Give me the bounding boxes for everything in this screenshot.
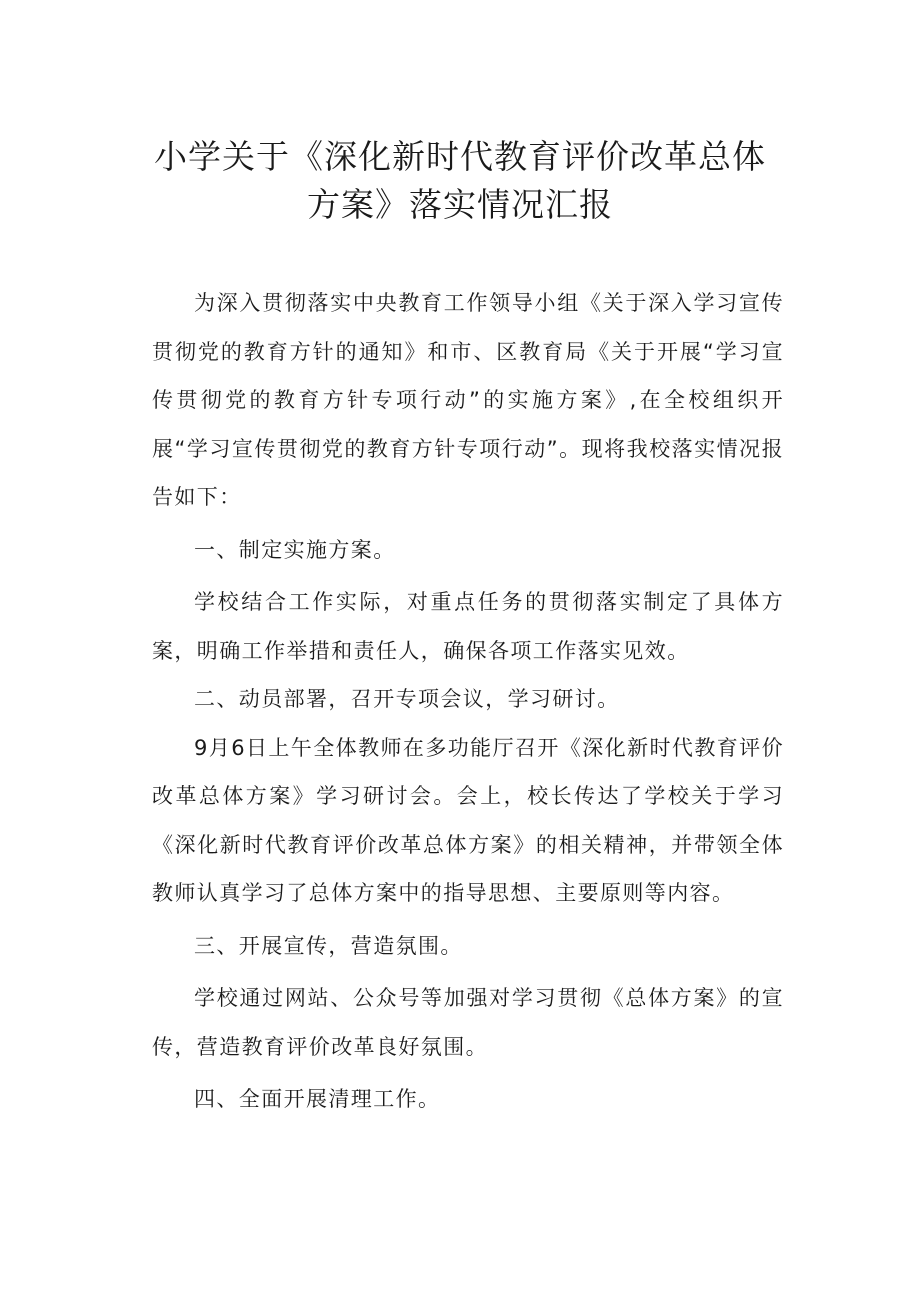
paragraph-section-2: 9月6日上午全体教师在多功能厅召开《深化新时代教育评价改革总体方案》学习研讨会。会上，校长传达了学校关于学习《深化新时代教育评价改革总体方案》的相关精神，并带领全体教师认真学习了总体方案中的指导思想、主要原则等内容。	[152, 735, 784, 905]
section-heading-1: 一、制定实施方案。	[194, 537, 396, 562]
title-line-2: 方案》落实情况汇报	[307, 185, 613, 224]
document-body	[152, 279, 784, 1124]
paragraph-intro: 为深入贯彻落实中央教育工作领导小组《关于深入学习宣传贯彻党的教育方针的通知》和市、区教育局《关于开展“学习宣传贯彻党的教育方针专项行动”的实施方案》,在全校组织开展“学习宣传贯彻党的教育方针专项行动”。现将我校落实情况报告如下：	[152, 291, 784, 509]
paragraph-section-3: 学校通过网站、公众号等加强对学习贯彻《总体方案》的宣传，营造教育评价改革良好氛围。	[152, 986, 784, 1059]
section-heading-4: 四、全面开展清理工作。	[194, 1087, 441, 1111]
section-heading-2: 二、动员部署，召开专项会议，学习研讨。	[194, 687, 620, 711]
title-line-1: 小学关于《深化新时代教育评价改革总体	[154, 137, 766, 176]
paragraph-section-1: 学校结合工作实际，对重点任务的贯彻落实制定了具体方案，明确工作举措和责任人，确保各项工作落实见效。	[152, 590, 784, 663]
section-heading-3: 三、开展宣传，营造氛围。	[194, 933, 463, 958]
document-title	[140, 133, 780, 229]
